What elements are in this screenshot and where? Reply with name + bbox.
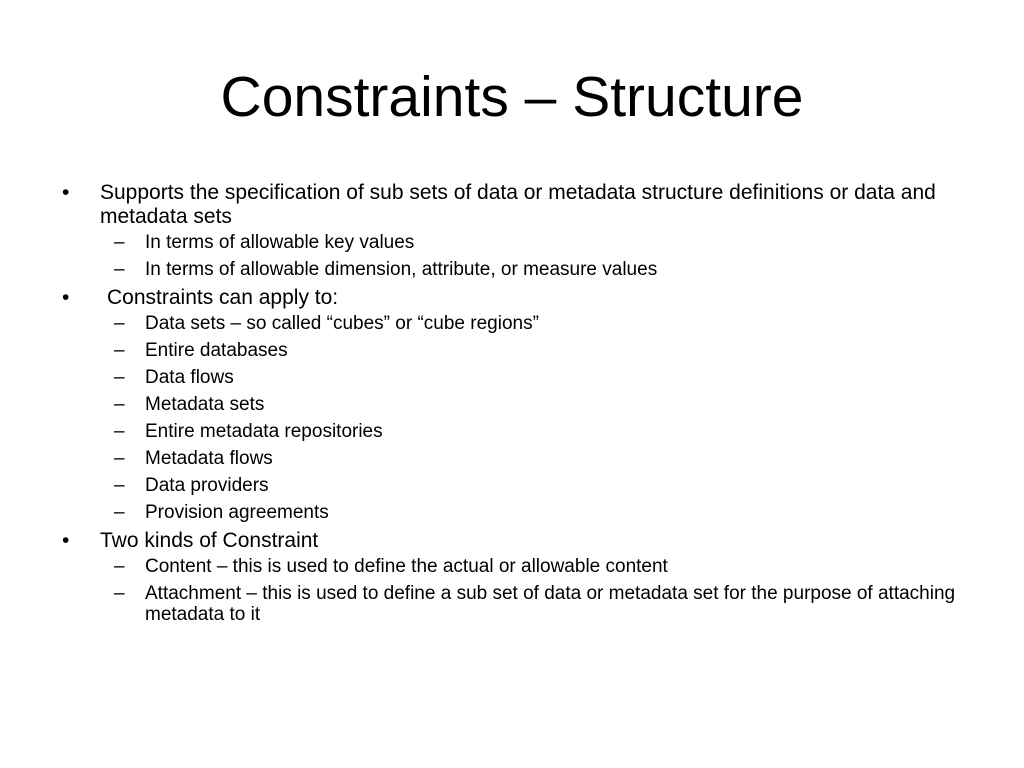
dash-marker: – [114,421,125,442]
sub-list [100,556,958,625]
sub-item-text: In terms of allowable dimension, attribute, or measure values [145,259,658,280]
sub-item-text: Data flows [145,367,234,388]
dash-marker: – [114,340,125,361]
bullet-item [58,181,958,280]
sub-item [58,421,958,442]
sub-item [58,556,958,577]
sub-item-text: Provision agreements [145,502,329,523]
sub-item [58,448,958,469]
bullet-text: Constraints can apply to: [107,286,339,309]
sub-item-text: In terms of allowable key values [145,232,415,253]
sub-item [58,583,958,625]
sub-list [100,313,958,523]
dash-marker: – [114,367,125,388]
sub-item-text: Content – this is used to define the actual or allowable content [145,556,668,577]
bullet-text: Two kinds of Constraint [100,529,319,552]
dash-marker: – [114,232,125,253]
dash-marker: – [114,502,125,523]
dash-marker: – [114,475,125,496]
bullet-text: Supports the specification of sub sets of data or metadata structure definitions or data and metadata sets [100,181,936,228]
bullet-marker: • [62,529,70,552]
sub-item-text: Data providers [145,475,269,496]
sub-list [100,232,958,280]
sub-item [58,259,958,280]
sub-item [58,340,958,361]
dash-marker: – [114,313,125,334]
sub-item-text: Metadata flows [145,448,273,469]
dash-marker: – [114,394,125,415]
dash-marker: – [114,583,125,604]
sub-item [58,367,958,388]
bullet-item [58,286,958,523]
sub-item-text: Entire metadata repositories [145,421,383,442]
bullet-marker: • [62,181,70,204]
dash-marker: – [114,448,125,469]
sub-item [58,502,958,523]
bullet-marker: • [62,286,70,309]
sub-item [58,475,958,496]
sub-item-text: Attachment – this is used to define a sub set of data or metadata set for the purpose of attaching metadata to it [145,583,956,625]
slide-body [58,181,958,631]
slide-title: Constraints – Structure [220,65,804,129]
sub-item-text: Entire databases [145,340,288,361]
sub-item [58,394,958,415]
bullet-item [58,529,958,625]
sub-item [58,313,958,334]
sub-item [58,232,958,253]
sub-item-text: Metadata sets [145,394,265,415]
sub-item-text: Data sets – so called “cubes” or “cube regions” [145,313,539,334]
dash-marker: – [114,556,125,577]
dash-marker: – [114,259,125,280]
